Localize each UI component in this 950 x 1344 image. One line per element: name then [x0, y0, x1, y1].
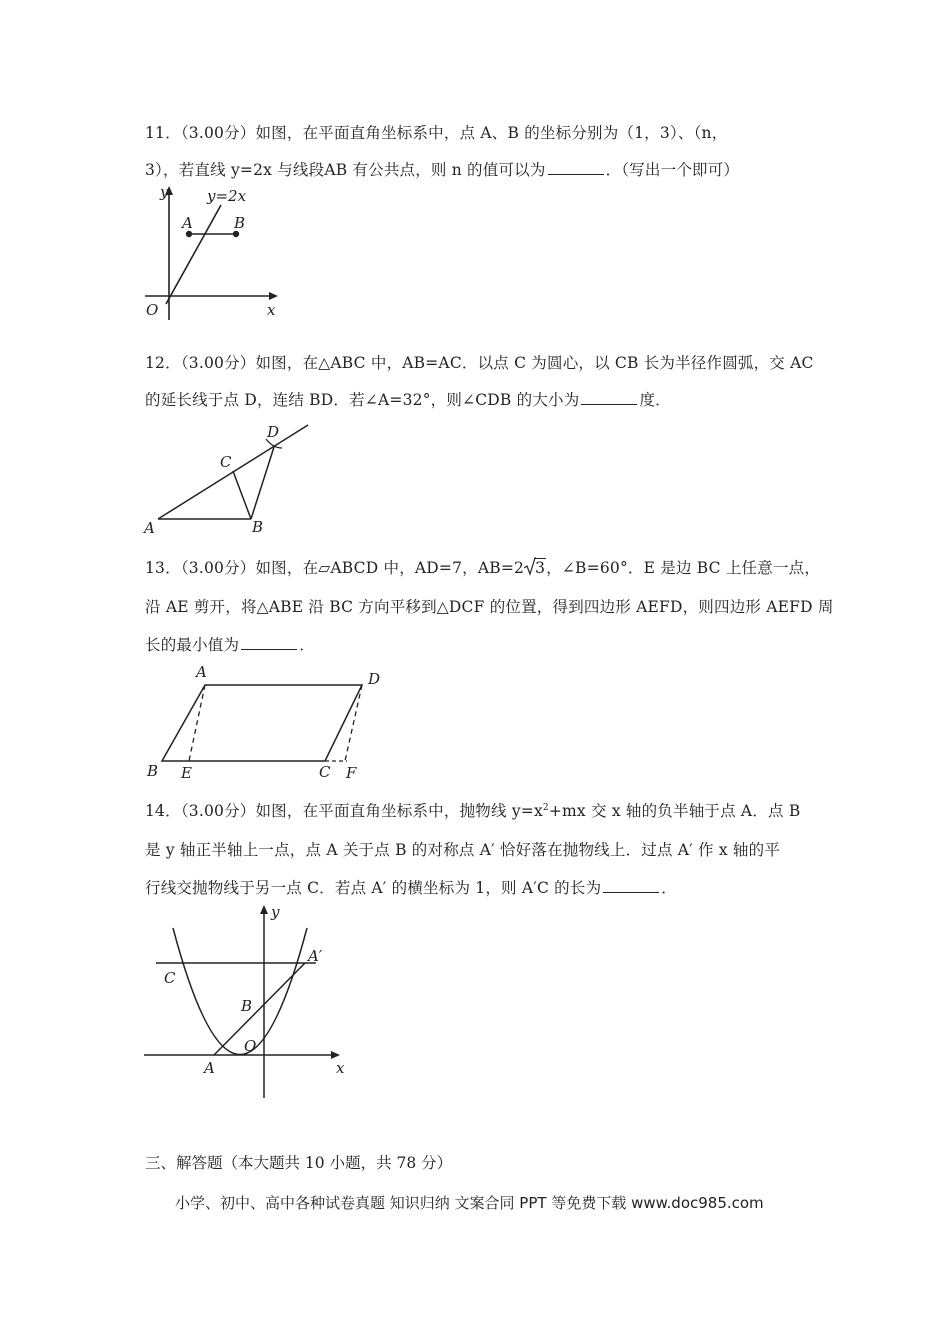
- q14-text-cont: +mx 交 x 轴的负半轴于点 A．点 B: [548, 802, 801, 820]
- q13-segment-df: [345, 685, 362, 761]
- q13-label-f: F: [346, 764, 357, 782]
- q11-label-a: A: [182, 214, 193, 232]
- q11-text: 3），若直线 y=2x 与线段AB 有公共点，则 n 的值可以为: [145, 161, 546, 179]
- q14-line-3: [145, 876, 677, 898]
- q14-text-3: 行线交抛物线于另一点 C．若点 A′ 的横坐标为 1，则 A′C 的长为: [145, 879, 602, 897]
- q14-label-a-prime: A′: [308, 947, 323, 965]
- footer-text: 小学、初中、高中各种试卷真题 知识归纳 文案合同 PPT 等免费下载 www.doc985.com: [175, 1194, 764, 1212]
- q13-text: 13．（3.00分）如图，在▱ABCD 中，AD=7，AB=2: [145, 559, 525, 577]
- q13-answer-blank: [241, 635, 297, 650]
- q12-label-b: B: [252, 518, 264, 536]
- q12-line-2: [145, 388, 671, 410]
- q14-exponent: 2: [542, 802, 549, 813]
- q13-text-3: 长的最小值为: [145, 636, 240, 654]
- q14-segment-aa: [214, 963, 305, 1055]
- q14-parabola: [173, 928, 307, 1055]
- q11-x-arrow-icon: [269, 292, 278, 300]
- q13-label-a: A: [196, 663, 207, 681]
- section-heading: 三、解答题（本大题共 10 小题，共 78 分）: [145, 1154, 453, 1172]
- q14-line-1: [145, 799, 800, 821]
- q14-label-o: O: [244, 1037, 257, 1055]
- q12-label-d: D: [267, 423, 280, 441]
- q14-label-c: C: [164, 969, 176, 987]
- q14-answer-blank: [603, 878, 659, 893]
- q13-text-cont: ，∠B=60°．E 是边 BC 上任意一点，: [546, 559, 821, 577]
- q13-label-e: E: [181, 764, 192, 782]
- q11-line-y2x: [166, 205, 221, 304]
- q11-label-line: y=2x: [207, 187, 247, 205]
- q11-figure: [140, 180, 290, 325]
- q13-segment-ae: [189, 685, 205, 761]
- q12-label-c: C: [220, 453, 232, 471]
- q12-line-1: 12．（3.00分）如图，在△ABC 中，AB=AC．以点 C 为圆心，以 CB 长为半径作圆弧，交 AC: [145, 354, 814, 372]
- q14-y-arrow-icon: [260, 905, 268, 914]
- q13-label-b: B: [147, 762, 159, 780]
- q12-figure: [140, 415, 320, 540]
- q14-label-y: y: [271, 903, 280, 921]
- q13-figure: [140, 660, 395, 785]
- q14-label-x: x: [336, 1059, 345, 1077]
- q11-line-2: [145, 158, 739, 180]
- q11-label-x: x: [267, 301, 276, 319]
- q14-x-arrow-icon: [331, 1051, 340, 1059]
- q11-label-y: y: [160, 183, 169, 201]
- q11-answer-blank: [548, 160, 604, 175]
- q13-text-end: ．: [299, 636, 315, 654]
- q11-line-1: 11．（3.00分）如图，在平面直角坐标系中，点 A、B 的坐标分别为（1，3）、（n，: [145, 124, 728, 142]
- q12-answer-blank: [581, 390, 637, 405]
- q12-segment-cb: [233, 471, 251, 519]
- sqrt-icon: [524, 557, 536, 577]
- q13-line-3: [145, 633, 315, 655]
- q14-label-b: B: [241, 997, 253, 1015]
- q13-sqrt-value: 3: [535, 559, 546, 577]
- q13-line-1: [145, 556, 820, 578]
- q12-label-a: A: [144, 519, 155, 537]
- q13-label-c: C: [319, 763, 331, 781]
- q11-label-b: B: [234, 214, 246, 232]
- q13-sqrt: [524, 559, 546, 577]
- q12-text: 的延长线于点 D，连结 BD．若∠A=32°，则∠CDB 的大小为: [145, 391, 580, 409]
- q14-figure: [140, 898, 355, 1103]
- q14-text: 14．（3.00分）如图，在平面直角坐标系中，抛物线 y=x: [145, 802, 543, 820]
- q14-text-end: ．: [661, 879, 677, 897]
- q13-label-d: D: [368, 670, 381, 688]
- q13-line-2: 沿 AE 剪开，将△ABE 沿 BC 方向平移到△DCF 的位置，得到四边形 AEFD，则四边形 AEFD 周: [145, 598, 834, 616]
- q11-text-end: ．（写出一个即可）: [605, 161, 740, 179]
- q14-line-2: 是 y 轴正半轴上一点，点 A 关于点 B 的对称点 A′ 恰好落在抛物线上．过点 A′ 作 x 轴的平: [145, 841, 781, 859]
- q11-label-o: O: [146, 301, 159, 319]
- q12-text-end: 度．: [639, 391, 671, 409]
- q14-label-a: A: [204, 1059, 215, 1077]
